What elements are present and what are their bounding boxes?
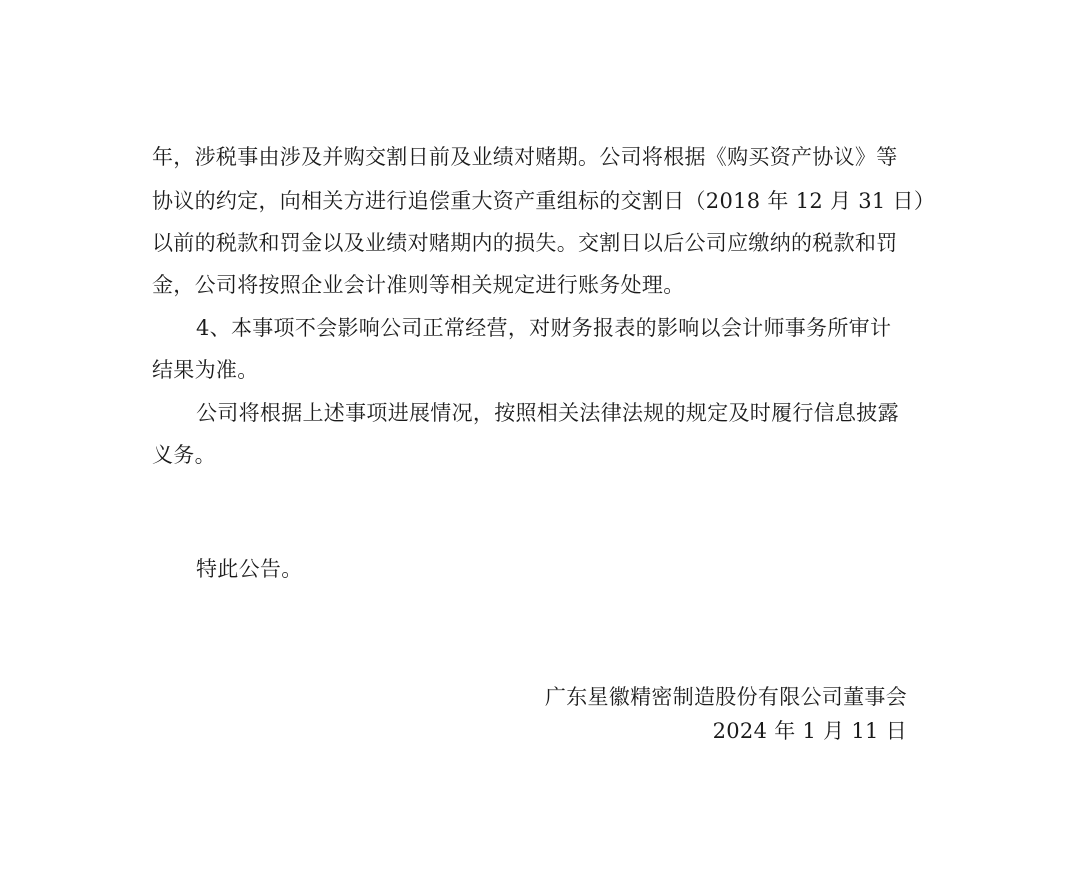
signature-date: 2024 年 1 月 11 日 [712,719,907,743]
item-4-line-2: 结果为准。 [152,358,259,382]
disclosure-line-2: 义务。 [152,443,216,467]
paragraph-line-2: 协议的约定，向相关方进行追偿重大资产重组标的交割日（2018 年 12 月 31 日） [152,189,936,213]
paragraph-line-4: 金，公司将按照企业会计准则等相关规定进行账务处理。 [152,273,685,297]
signature-organization: 广东星徽精密制造股份有限公司董事会 [544,685,907,709]
disclosure-line-1: 公司将根据上述事项进展情况，按照相关法律法规的规定及时履行信息披露 [196,401,899,425]
paragraph-line-1: 年，涉税事由涉及并购交割日前及业绩对赌期。公司将根据《购买资产协议》等 [152,145,898,169]
item-4-line-1: 4、本事项不会影响公司正常经营，对财务报表的影响以会计师事务所审计 [196,316,892,340]
closing-statement: 特此公告。 [196,557,303,581]
paragraph-line-3: 以前的税款和罚金以及业绩对赌期内的损失。交割日以后公司应缴纳的税款和罚 [152,231,898,255]
